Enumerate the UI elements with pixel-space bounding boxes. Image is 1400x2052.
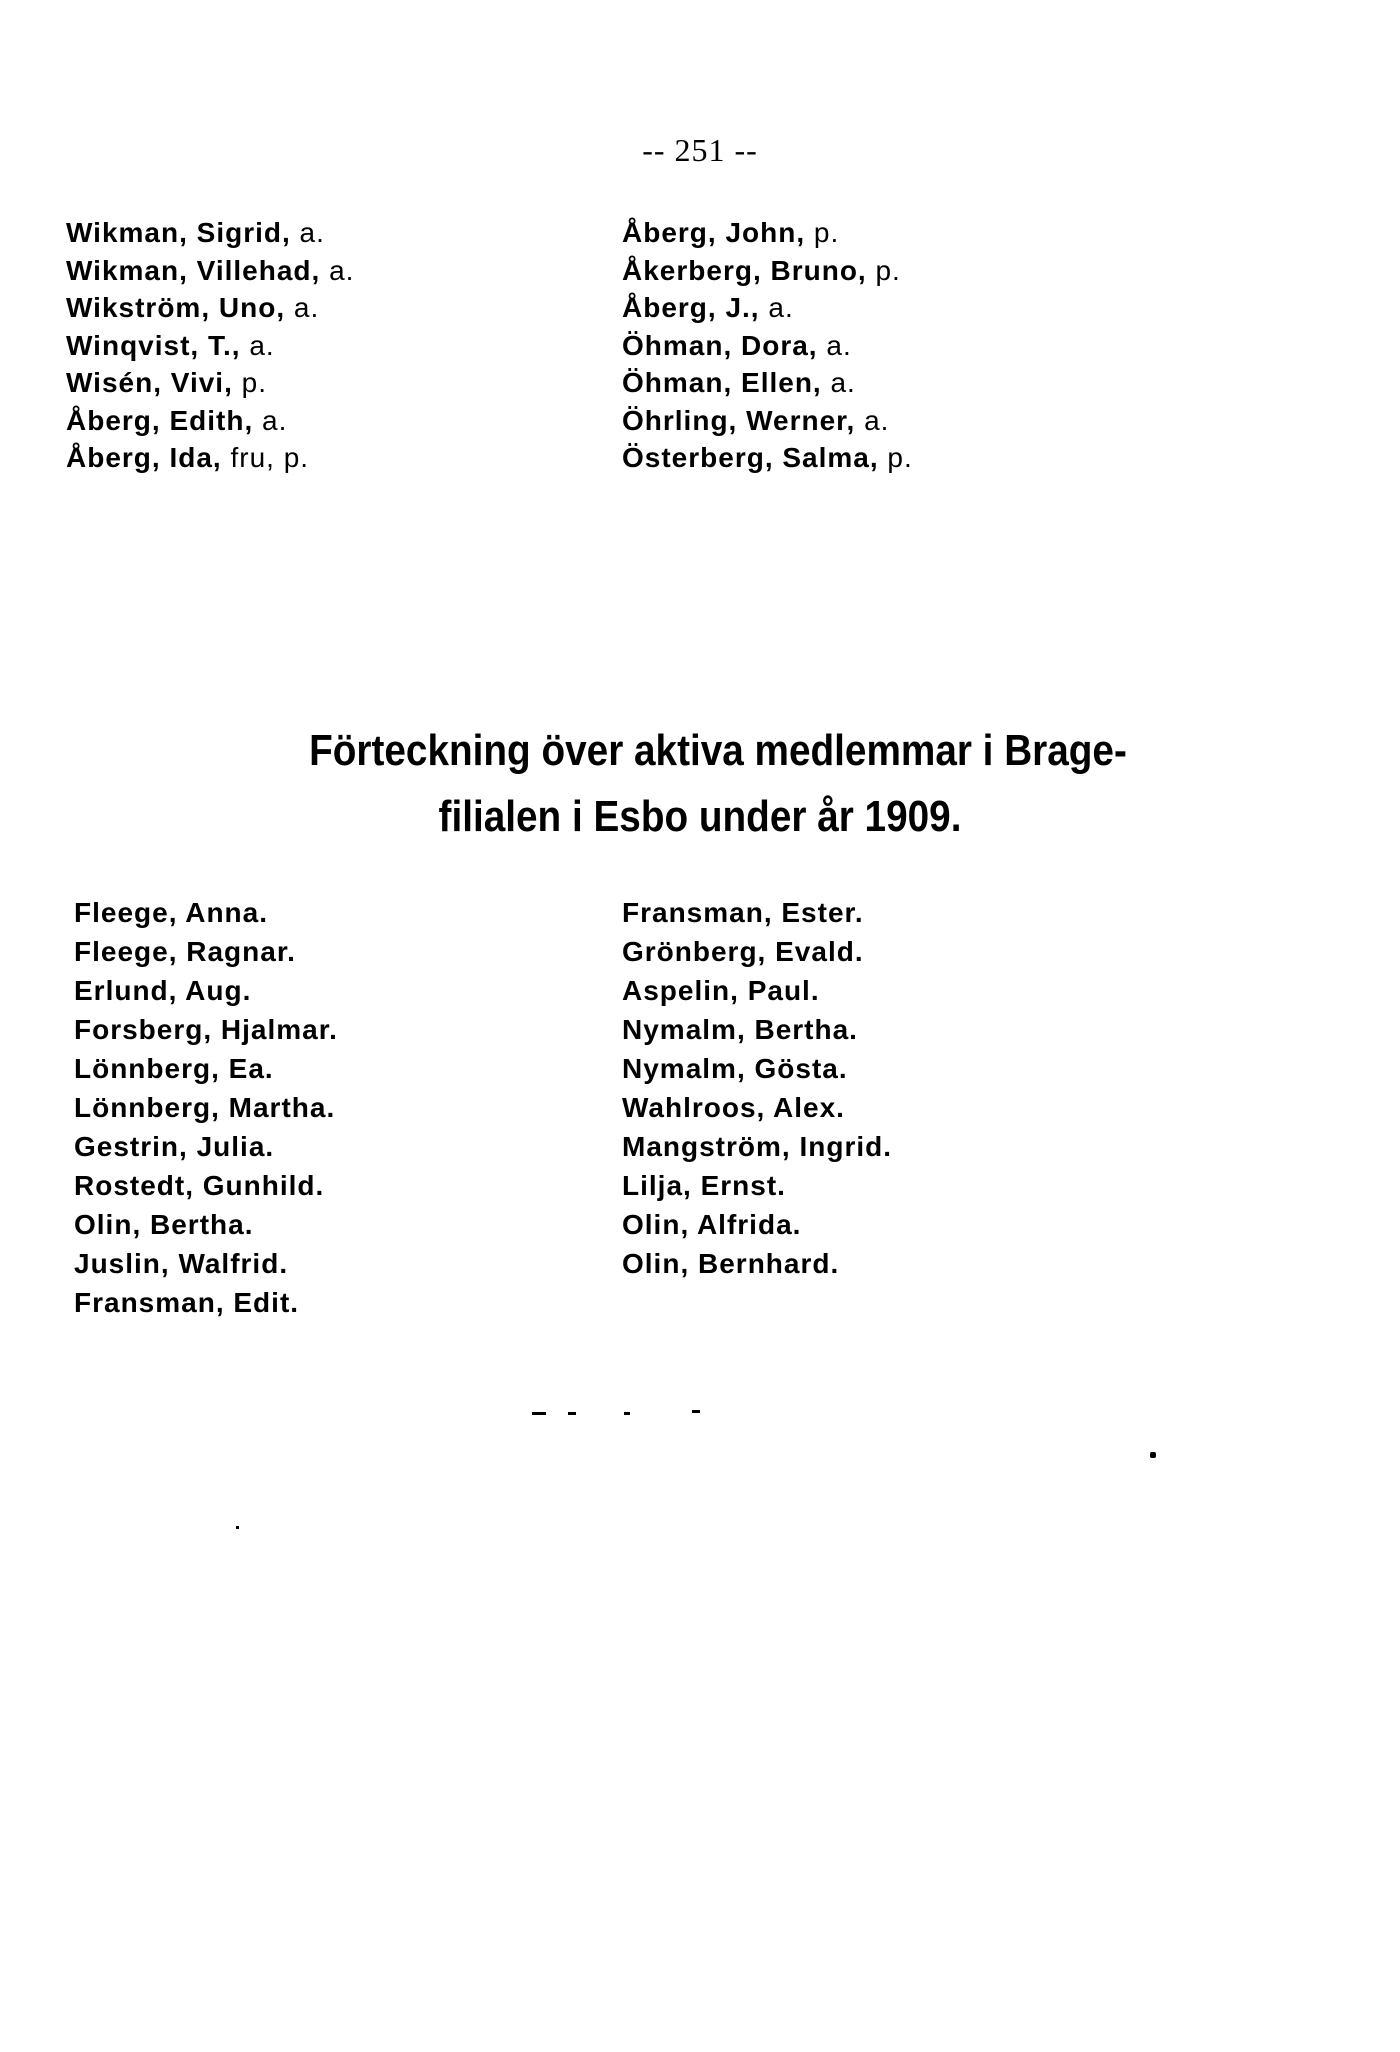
- entry-name: Åberg, J.,: [622, 292, 760, 323]
- entry-suffix: p.: [232, 367, 267, 398]
- print-speck: [568, 1412, 576, 1415]
- entry-suffix: fru, p.: [221, 442, 310, 473]
- entry-suffix: a.: [759, 292, 794, 323]
- print-speck: [692, 1410, 700, 1413]
- list-item: [622, 252, 913, 290]
- entry-suffix: a.: [320, 254, 355, 286]
- entry-name: Åberg, John,: [622, 217, 806, 248]
- list-item: [66, 327, 354, 365]
- print-speck: [1150, 1452, 1156, 1458]
- list-item: Olin, Alfrida.: [622, 1209, 802, 1240]
- list-item: Fransman, Edit.: [74, 1287, 300, 1318]
- list-item: [622, 364, 913, 402]
- list-item: Fransman, Ester.: [622, 897, 864, 928]
- list-item: [622, 439, 913, 477]
- entry-name: Åberg, Edith,: [66, 404, 254, 436]
- entry-suffix: p.: [878, 442, 913, 473]
- entry-suffix: a.: [821, 367, 856, 398]
- list-item: [66, 364, 354, 402]
- entry-suffix: a.: [817, 329, 852, 361]
- top-list-right-column: [622, 214, 913, 477]
- list-item: [622, 402, 913, 440]
- list-item: [66, 289, 354, 327]
- entry-name: Wikman, Sigrid,: [66, 217, 291, 248]
- list-item: [66, 214, 354, 252]
- list-item: Juslin, Walfrid.: [74, 1248, 289, 1279]
- entry-name: Wikström, Uno,: [66, 292, 286, 323]
- entry-name: Öhrling, Werner,: [622, 404, 856, 436]
- list-item: Lönnberg, Martha.: [74, 1092, 336, 1123]
- entry-name: Åberg, Ida,: [66, 442, 222, 473]
- list-item: [622, 214, 913, 252]
- print-speck: [532, 1412, 546, 1415]
- members-right-column: [622, 893, 892, 1283]
- entry-suffix: a.: [290, 217, 325, 248]
- members-left-column: [74, 893, 338, 1322]
- list-item: Wahlroos, Alex.: [622, 1092, 845, 1123]
- entry-suffix: a.: [285, 292, 320, 323]
- list-item: Nymalm, Gösta.: [622, 1053, 848, 1084]
- entry-name: Öhman, Dora,: [622, 329, 818, 361]
- list-item: [66, 252, 354, 290]
- top-list-left-column: [66, 214, 354, 477]
- entry-name: Åkerberg, Bruno,: [622, 254, 867, 286]
- page-number: -- 251 --: [642, 132, 758, 168]
- list-item: [66, 402, 354, 440]
- entry-name: Winqvist, T.,: [66, 329, 241, 361]
- print-speck: [624, 1412, 630, 1415]
- section-heading-line-2: filialen i Esbo under år 1909.: [438, 792, 962, 841]
- list-item: Rostedt, Gunhild.: [74, 1170, 325, 1201]
- list-item: Grönberg, Evald.: [622, 936, 864, 967]
- entry-suffix: a.: [240, 329, 275, 361]
- list-item: Erlund, Aug.: [74, 975, 252, 1006]
- entry-name: Öhman, Ellen,: [622, 367, 822, 398]
- entry-suffix: p.: [866, 254, 901, 286]
- section-heading-line-1: Förteckning över aktiva medlemmar i Brage-: [309, 726, 1127, 775]
- list-item: Lönnberg, Ea.: [74, 1053, 274, 1084]
- entry-name: Österberg, Salma,: [622, 442, 879, 473]
- list-item: [622, 327, 913, 365]
- entry-suffix: a.: [253, 404, 288, 436]
- list-item: Olin, Bertha.: [74, 1209, 254, 1240]
- entry-suffix: a.: [855, 404, 890, 436]
- list-item: Nymalm, Bertha.: [622, 1014, 858, 1045]
- list-item: Fleege, Anna.: [74, 897, 269, 928]
- list-item: [622, 289, 913, 327]
- list-item: Aspelin, Paul.: [622, 975, 820, 1006]
- list-item: [66, 439, 354, 477]
- list-item: Fleege, Ragnar.: [74, 936, 296, 967]
- list-item: Olin, Bernhard.: [622, 1248, 840, 1279]
- entry-name: Wikman, Villehad,: [66, 254, 321, 286]
- list-item: Mangström, Ingrid.: [622, 1131, 892, 1162]
- list-item: Forsberg, Hjalmar.: [74, 1014, 338, 1045]
- list-item: Lilja, Ernst.: [622, 1170, 786, 1201]
- print-speck: [236, 1526, 239, 1529]
- entry-name: Wisén, Vivi,: [66, 367, 233, 398]
- list-item: Gestrin, Julia.: [74, 1131, 275, 1162]
- entry-suffix: p.: [805, 217, 840, 248]
